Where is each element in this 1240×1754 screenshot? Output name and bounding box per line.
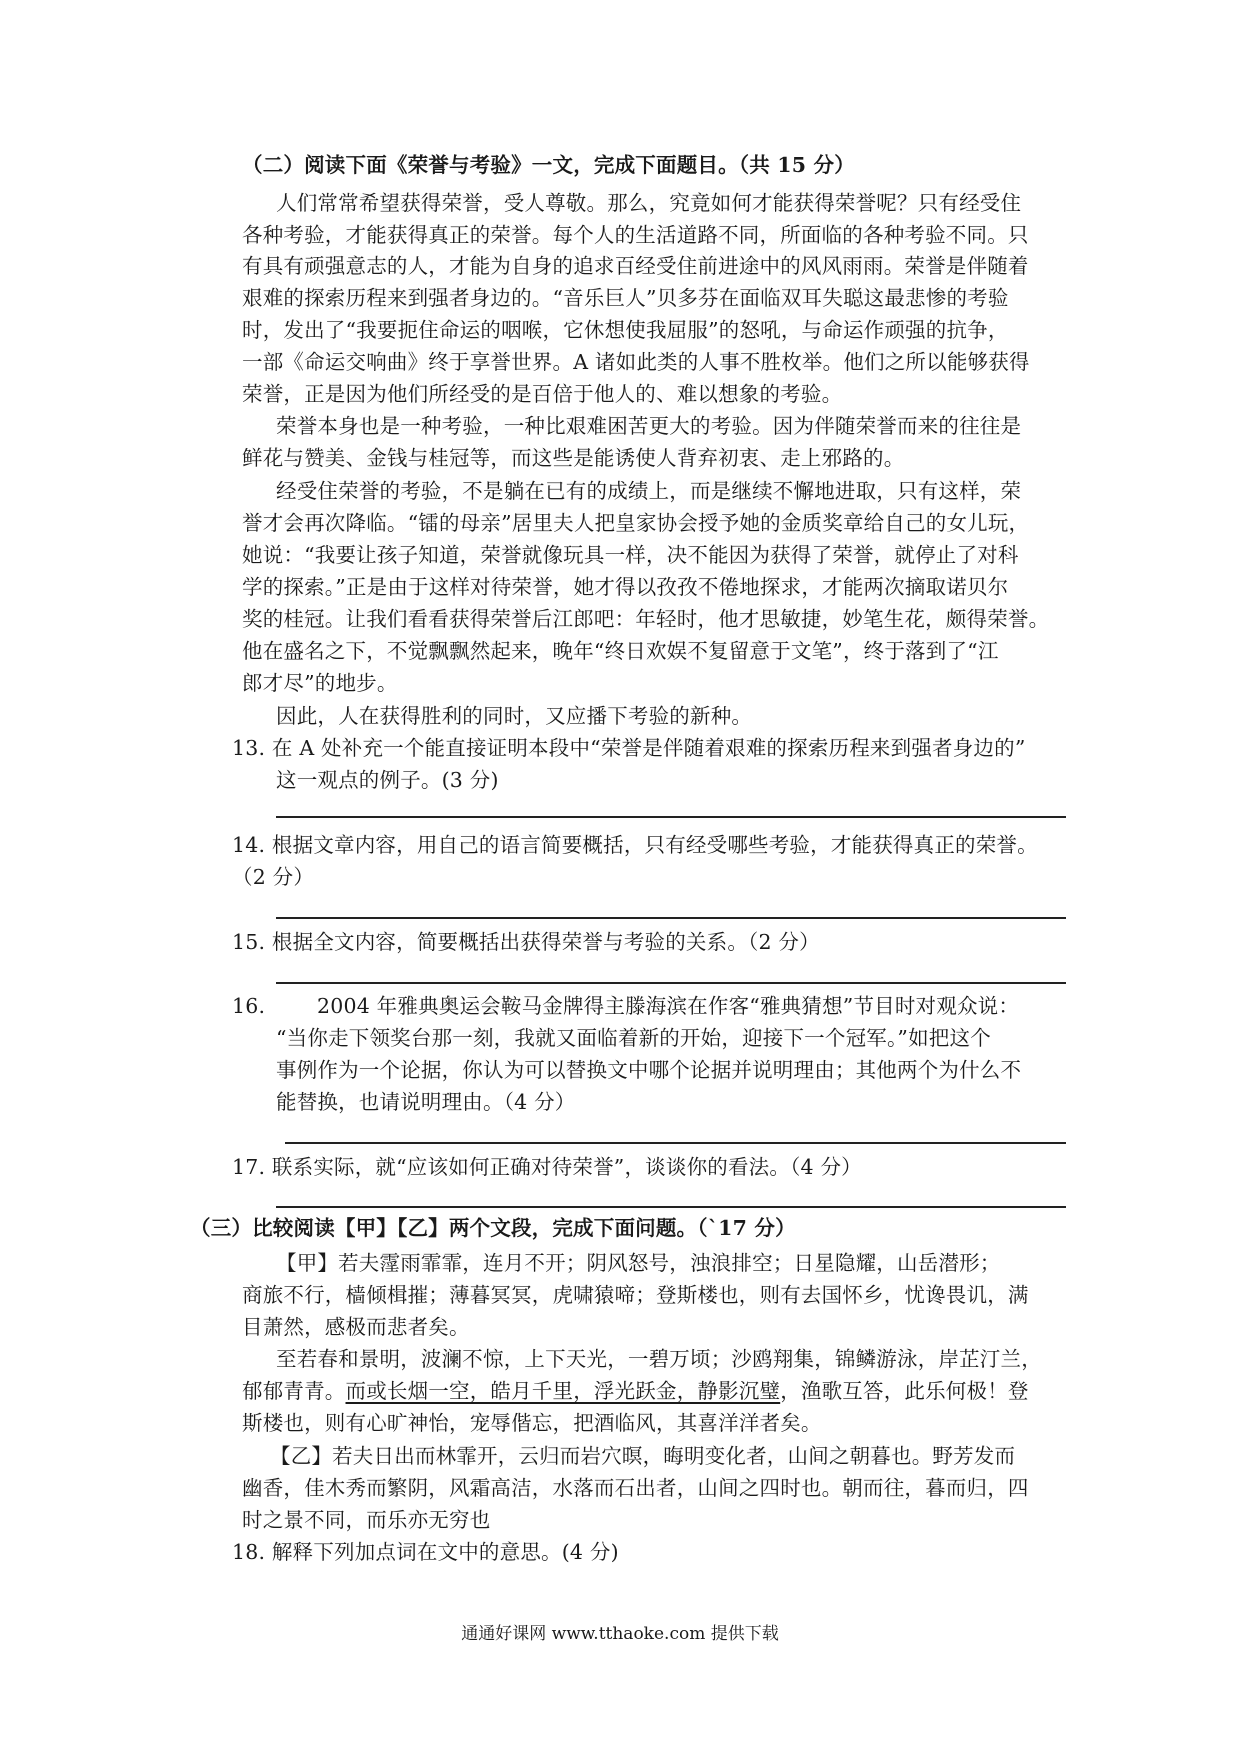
p3-line-1: 经受住荣誉的考验，不是躺在已有的成绩上，而是继续不懈地进取，只有这样，荣 (276, 479, 1022, 503)
question-15: 15. 根据全文内容，简要概括出获得荣誉与考验的关系。（2 分） (232, 930, 820, 954)
question-16-line-1: 2004 年雅典奥运会鞍马金牌得主滕海滨在作客“雅典猜想”节目时对观众说： (317, 994, 1020, 1018)
question-16-number: 16. (232, 994, 266, 1018)
p3-line-6: 他在盛名之下，不觉飘飘然起来，晚年“终日欢娱不复留意于文笔”，终于落到了“江 (242, 639, 999, 663)
p2-line-1: 荣誉本身也是一种考验，一种比艰难困苦更大的考验。因为伴随荣誉而来的往往是 (276, 414, 1022, 438)
section2-heading: （二）阅读下面《荣誉与考验》一文，完成下面题目。（共 15 分） (242, 153, 855, 177)
p3-line-3: 她说：“我要让孩子知道，荣誉就像玩具一样，决不能因为获得了荣誉，就停止了对科 (242, 543, 1019, 567)
question-14-line-2: （2 分） (232, 865, 315, 889)
p1-line-5: 时，发出了“我要扼住命运的咽喉，它休想使我屈服”的怒吼，与命运作顽强的抗争， (242, 318, 1009, 342)
p1-line-6: 一部《命运交响曲》终于享誉世界。A 诸如此类的人事不胜枚举。他们之所以能够获得 (242, 350, 1030, 374)
p4-line: 因此，人在获得胜利的同时，又应播下考验的新种。 (276, 704, 753, 728)
answer-line-15[interactable] (276, 982, 1066, 984)
section3-heading: （三）比较阅读【甲】【乙】两个文段，完成下面问题。（`17 分） (190, 1216, 796, 1240)
p3-line-7: 郎才尽”的地步。 (242, 671, 398, 695)
p1-line-3: 有具有顽强意志的人，才能为自身的追求百经受住前进途中的风风雨雨。荣誉是伴随着 (242, 254, 1029, 278)
yi-line-2: 幽香，佳木秀而繁阴，风霜高洁，水落而石出者，山间之四时也。朝而往，暮而归，四 (242, 1476, 1029, 1500)
answer-line-14[interactable] (276, 917, 1066, 919)
p3-line-4: 学的探索。”正是由于这样对待荣誉，她才得以孜孜不倦地探求，才能两次摘取诺贝尔 (242, 575, 1009, 599)
p3-line-5: 奖的桂冠。让我们看看获得荣誉后江郎吧：年轻时，他才思敏捷，妙笔生花，颇得荣誉。 (242, 607, 1050, 631)
answer-line-17[interactable] (276, 1206, 1066, 1208)
yi-line-3: 时之景不同，而乐亦无穷也 (242, 1508, 491, 1532)
p1-line-1: 人们常常希望获得荣誉，受人尊敬。那么，究竟如何才能获得荣誉呢？只有经受住 (276, 191, 1022, 215)
page-footer: 通通好课网 www.tthaoke.com 提供下载 (461, 1624, 779, 1644)
p1-line-2: 各种考验，才能获得真正的荣誉。每个人的生活道路不同，所面临的各种考验不同。只 (242, 223, 1029, 247)
jia2-underlined-phrase: 而或长烟一空，皓月千里，浮光跃金，静影沉璧 (345, 1379, 781, 1403)
jia2-line-2-pre: 郁郁青青。 (242, 1379, 346, 1403)
p2-line-2: 鲜花与赞美、金钱与桂冠等，而这些是能诱使人背弃初衷、走上邪路的。 (242, 446, 905, 470)
jia-line-3: 目萧然，感极而悲者矣。 (242, 1315, 470, 1339)
jia2-line-1: 至若春和景明，波澜不惊，上下天光，一碧万顷；沙鸥翔集，锦鳞游泳，岸芷汀兰， (276, 1347, 1042, 1371)
question-16-line-4: 能替换，也请说明理由。（4 分） (276, 1090, 576, 1114)
question-17: 17. 联系实际，就“应该如何正确对待荣誉”，谈谈你的看法。（4 分） (232, 1155, 862, 1179)
jia2-line-2 (242, 1376, 1062, 1406)
yi-line-1: 【乙】若夫日出而林霏开，云归而岩穴暝，晦明变化者，山间之朝暮也。野芳发而 (270, 1444, 1016, 1468)
jia2-line-2-post: ，渔歌互答，此乐何极！登 (780, 1379, 1029, 1403)
question-13-line-1: 13. 在 A 处补充一个能直接证明本段中“荣誉是伴随着艰难的探索历程来到强者身边的” (232, 736, 1026, 760)
question-13-line-2: 这一观点的例子。(3 分) (276, 768, 499, 792)
p1-line-7: 荣誉，正是因为他们所经受的是百倍于他人的、难以想象的考验。 (242, 382, 843, 406)
p1-line-4: 艰难的探索历程来到强者身边的。“音乐巨人”贝多芬在面临双耳失聪这最悲惨的考验 (242, 286, 1009, 310)
jia-line-2: 商旅不行，樯倾楫摧；薄暮冥冥，虎啸猿啼；登斯楼也，则有去国怀乡，忧谗畏讥，满 (242, 1283, 1029, 1307)
question-18: 18. 解释下列加点词在文中的意思。(4 分) (232, 1540, 619, 1564)
answer-line-16[interactable] (285, 1142, 1066, 1144)
jia2-line-3: 斯楼也，则有心旷神怡，宠辱偕忘，把酒临风，其喜洋洋者矣。 (242, 1411, 822, 1435)
answer-line-13[interactable] (276, 816, 1066, 818)
jia-line-1: 【甲】若夫霪雨霏霏，连月不开；阴风怒号，浊浪排空；日星隐耀，山岳潜形； (276, 1251, 1001, 1275)
p3-line-2: 誉才会再次降临。“镭的母亲”居里夫人把皇家协会授予她的金质奖章给自己的女儿玩， (242, 511, 1030, 535)
question-16-line-2: “当你走下领奖台那一刻，我就又面临着新的开始，迎接下一个冠军。”如把这个 (276, 1026, 991, 1050)
question-14-line-1: 14. 根据文章内容，用自己的语言简要概括，只有经受哪些考验，才能获得真正的荣誉。 (232, 833, 1038, 857)
question-16-line-3: 事例作为一个论据，你认为可以替换文中哪个论据并说明理由；其他两个为什么不 (276, 1058, 1022, 1082)
